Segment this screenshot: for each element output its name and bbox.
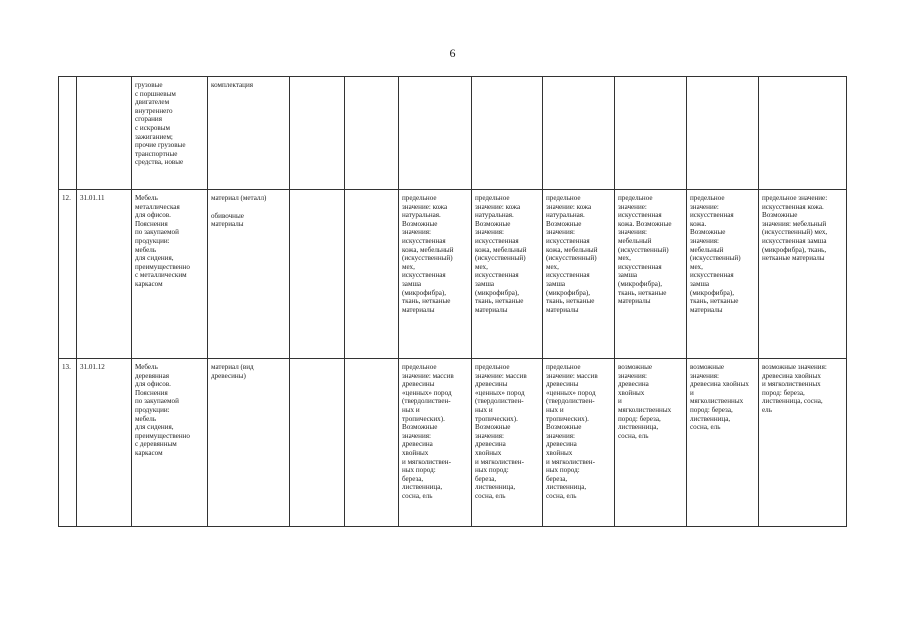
value-cell: возможные значения: древесина хвойных и мягколиственных пород: береза, лиственница, сосна, ель (687, 359, 759, 527)
value-cell: предельное значение: массив древесины «ценных» пород (твердолиствен- ных и тропических). Возможные значения: древесина хвойных и мягколиствен- ных пород: береза, лиственница, сосна, ель (399, 359, 472, 527)
value-cell: предельное значение: искусственная кожа. Возможные значения: мебельный (искусственный) мех, искусственная замша (микрофибра), ткань, нетканые материалы (615, 190, 687, 359)
product-name: Мебель металлическая для офисов. Пояснения по закупаемой продукции: мебель для сидения, преимущественно с металлическим каркасом (132, 190, 208, 359)
row-number (59, 77, 77, 190)
value-cell: предельное значение: кожа натуральная. Возможные значения: искусственная кожа, мебельный (искусственный) мех, искусственная замша (микрофибра), ткань, нетканые материалы (399, 190, 472, 359)
characteristic: комплектация (208, 77, 290, 190)
value-cell (345, 359, 399, 527)
value-cell: предельное значение: искусственная кожа. Возможные значения: мебельный (искусственный) мех, искусственная замша (микрофибра), ткань, нетканые материалы (687, 190, 759, 359)
value-cell (543, 77, 615, 190)
value-cell: предельное значение: искусственная кожа. Возможные значения: мебельный (искусственный) мех, искусственная замша (микрофибра), ткань, нетканые материалы (759, 190, 847, 359)
okpd-code: 31.01.12 (77, 359, 132, 527)
value-cell: предельное значение: кожа натуральная. Возможные значения: искусственная кожа, мебельный (искусственный) мех, искусственная замша (микрофибра), ткань, нетканые материалы (543, 190, 615, 359)
characteristic: обивочные материалы (211, 211, 244, 229)
product-name: грузовые с поршневым двигателем внутреннего сгорания с искровым зажиганием; прочие грузовые транспортные средства, новые (132, 77, 208, 190)
row-number: 12. (59, 190, 77, 359)
value-cell (345, 77, 399, 190)
value-cell (687, 77, 759, 190)
value-cell (290, 77, 345, 190)
table-row (59, 359, 847, 527)
table-row (59, 77, 847, 190)
catalog-table (58, 76, 847, 527)
okpd-code (77, 77, 132, 190)
characteristic: материал (металл) (211, 194, 267, 202)
value-cell: возможные значения: древесина хвойных и мягколиственных пород: береза, лиственница, сосна, ель (759, 359, 847, 527)
value-cell (615, 77, 687, 190)
value-cell: предельное значение: массив древесины «ценных» пород (твердолиствен- ных и тропических). Возможные значения: древесина хвойных и мягколиствен- ных пород: береза, лиственница, сосна, ель (472, 359, 543, 527)
value-cell (290, 359, 345, 527)
page-number: 6 (449, 46, 456, 60)
table-row (59, 190, 847, 359)
row-number: 13. (59, 359, 77, 527)
value-cell: возможные значения: древесина хвойных и мягколиственных пород: береза, лиственница, сосна, ель (615, 359, 687, 527)
value-cell (472, 77, 543, 190)
value-cell (759, 77, 847, 190)
characteristics-cell (208, 190, 290, 359)
characteristic: материал (вид древесины) (208, 359, 290, 527)
value-cell: предельное значение: кожа натуральная. Возможные значения: искусственная кожа, мебельный (искусственный) мех, искусственная замша (микрофибра), ткань, нетканые материалы (472, 190, 543, 359)
value-cell: предельное значение: массив древесины «ценных» пород (твердолиствен- ных и тропических). Возможные значения: древесина хвойных и мягколиствен- ных пород: береза, лиственница, сосна, ель (543, 359, 615, 527)
okpd-code: 31.01.11 (77, 190, 132, 359)
value-cell (399, 77, 472, 190)
product-name: Мебель деревянная для офисов. Пояснения по закупаемой продукции: мебель для сидения, преимущественно с деревянным каркасом (132, 359, 208, 527)
value-cell (345, 190, 399, 359)
value-cell (290, 190, 345, 359)
